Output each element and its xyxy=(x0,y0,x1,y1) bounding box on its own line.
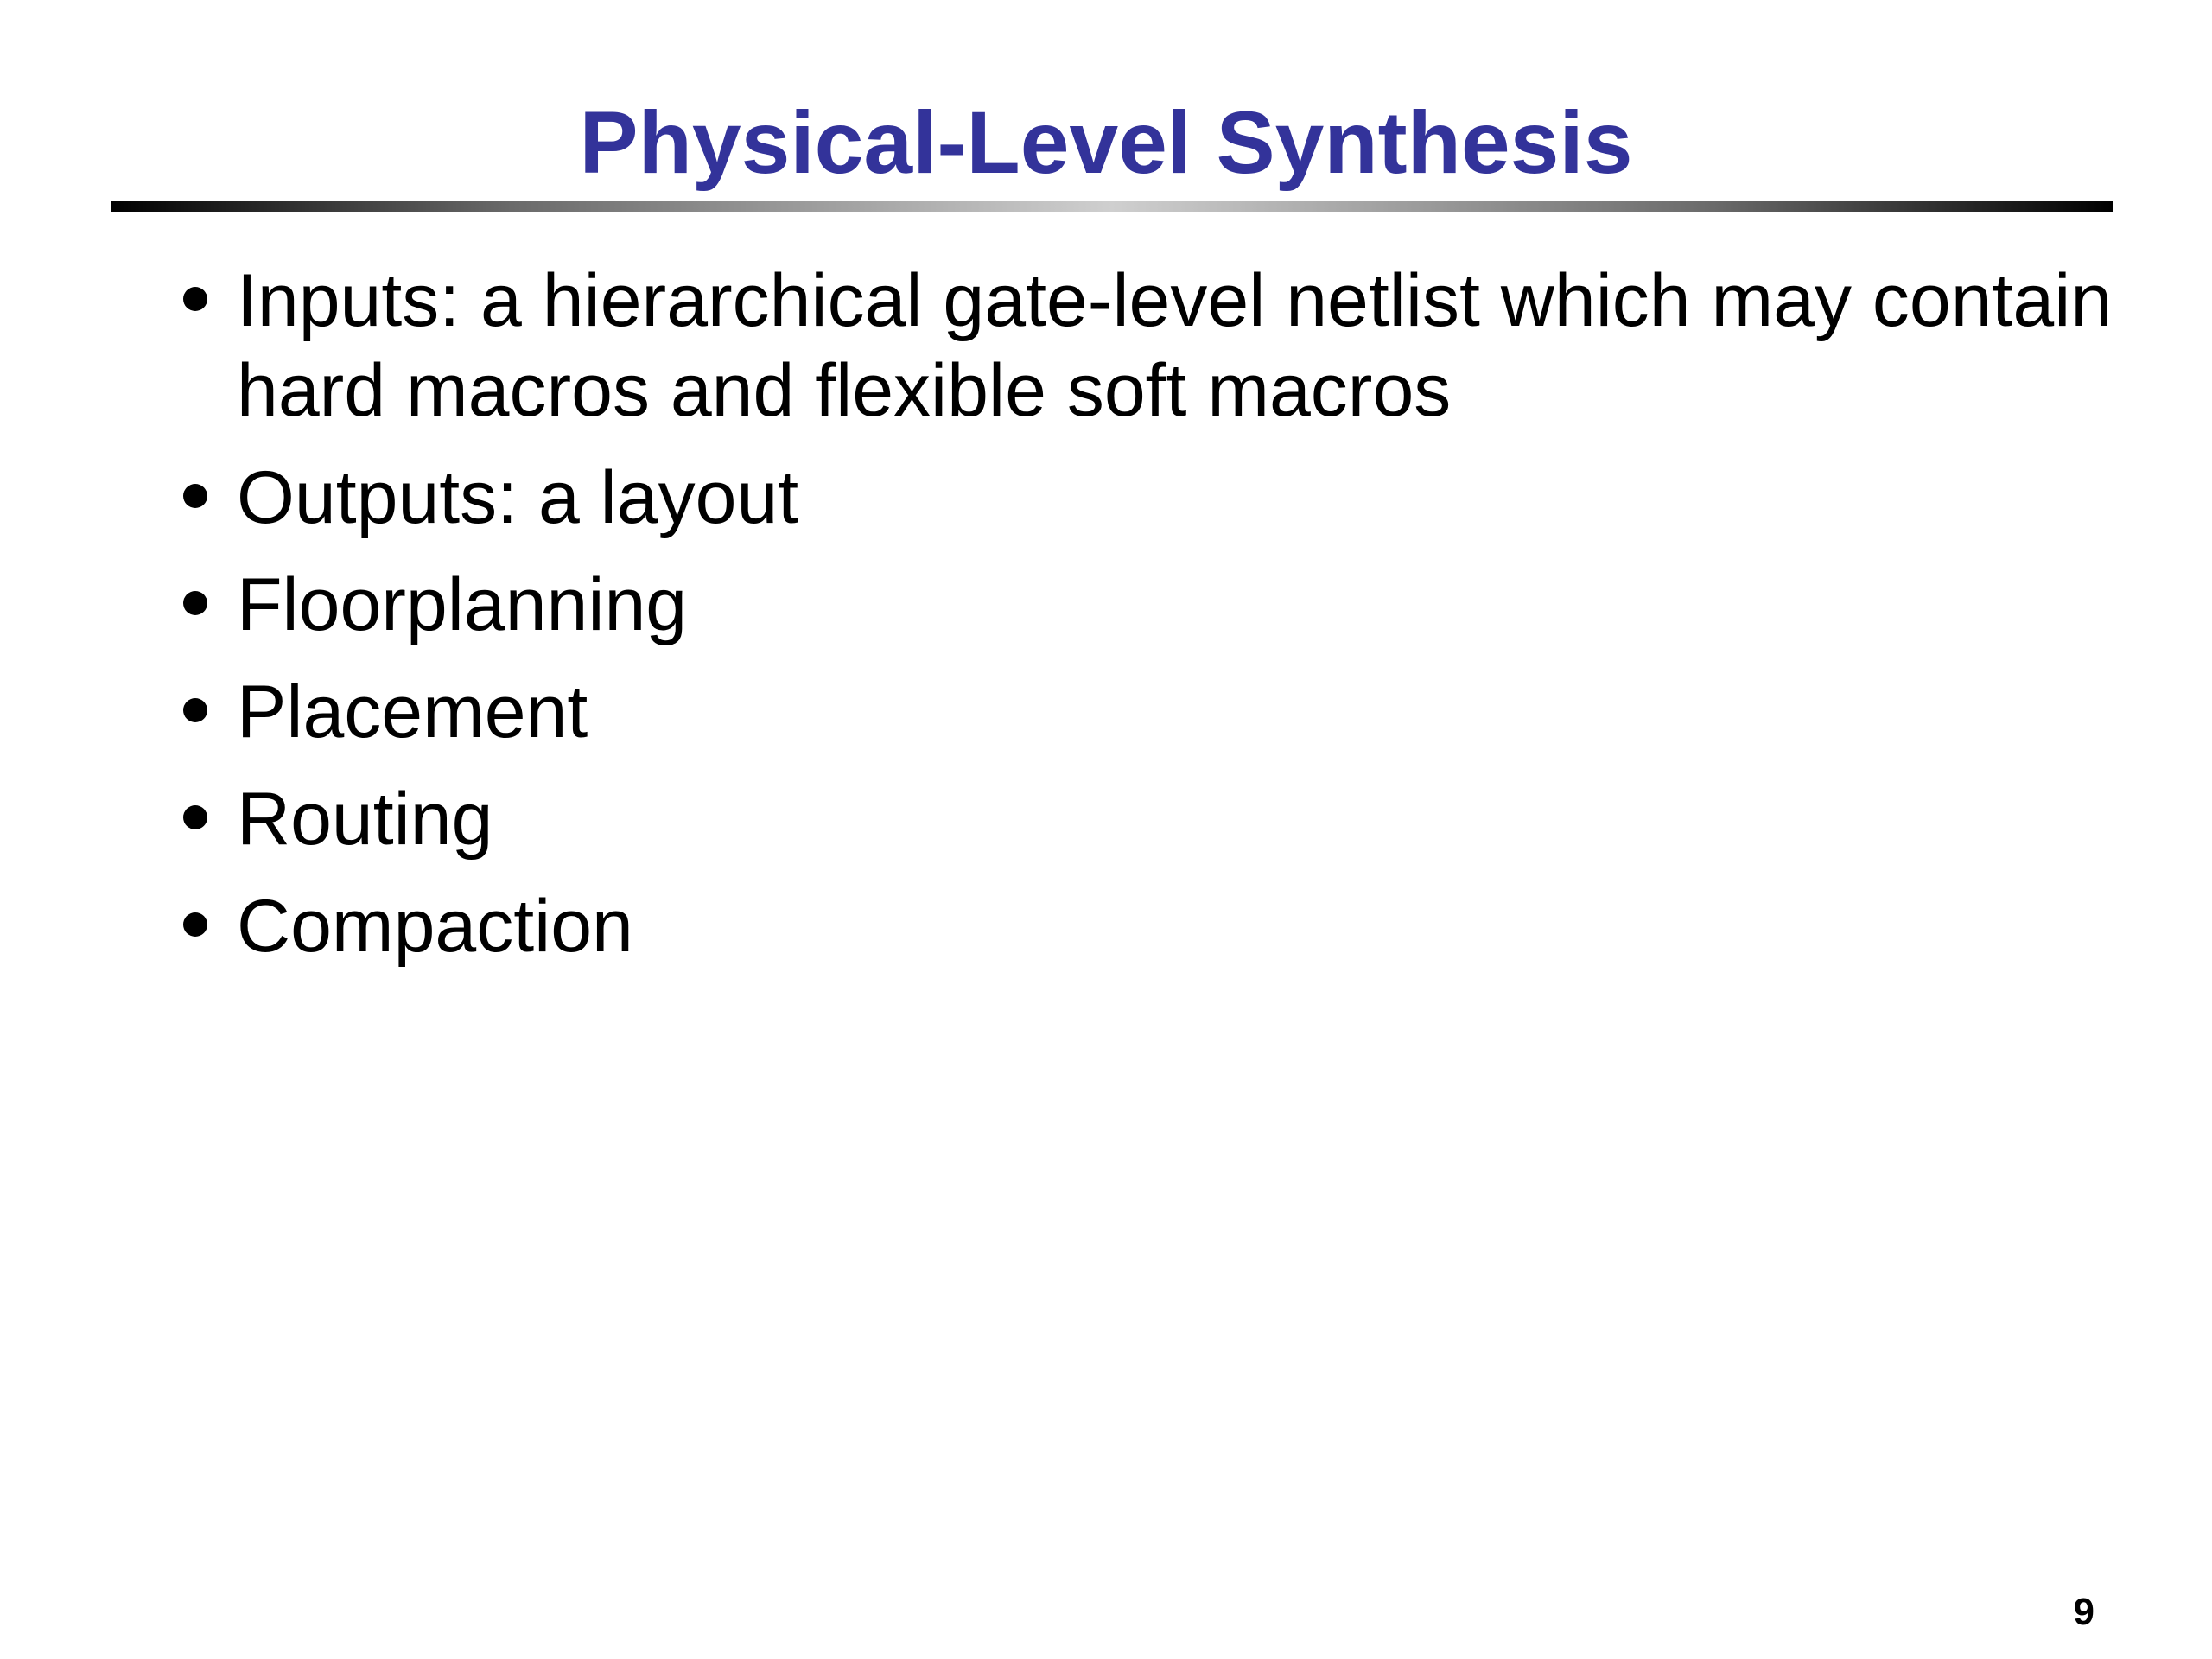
bullet-text: Floorplanning xyxy=(237,563,688,646)
bullet-item-inputs xyxy=(181,256,2126,435)
bullet-text: Compaction xyxy=(237,885,633,968)
bullet-text: Inputs: a hierarchical gate-level netlist which may contain hard macros and flexible soft macros xyxy=(237,259,2113,432)
bullet-item-routing xyxy=(181,774,2126,864)
bullet-dot-icon xyxy=(183,912,207,937)
bullet-text: Outputs: a layout xyxy=(237,456,799,539)
title-divider xyxy=(111,201,2113,212)
slide-title: Physical-Level Synthesis xyxy=(579,93,1633,192)
bullet-dot-icon xyxy=(183,805,207,830)
bullet-item-placement xyxy=(181,667,2126,757)
bullet-list xyxy=(181,256,2126,988)
bullet-dot-icon xyxy=(183,287,207,311)
bullet-text: Routing xyxy=(237,778,493,861)
bullet-dot-icon xyxy=(183,484,207,508)
bullet-item-floorplanning xyxy=(181,560,2126,650)
bullet-text: Placement xyxy=(237,671,588,753)
bullet-dot-icon xyxy=(183,698,207,722)
bullet-dot-icon xyxy=(183,591,207,615)
page-number: 9 xyxy=(2073,1591,2094,1633)
bullet-item-compaction xyxy=(181,881,2126,971)
bullet-item-outputs xyxy=(181,453,2126,543)
